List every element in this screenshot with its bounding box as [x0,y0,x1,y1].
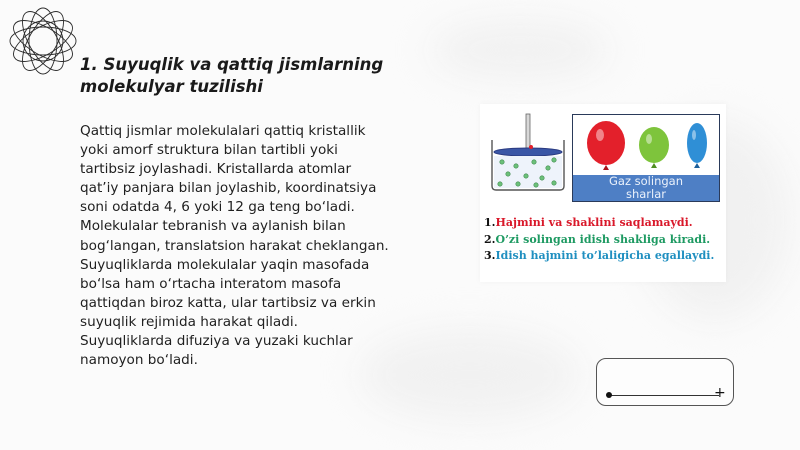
green-balloon [639,127,669,168]
title-line: 1. Suyuqlik va qattiq jismlarning [80,55,384,74]
beaker-with-piston-illustration [486,112,570,194]
property-text: Idish hajmini to’laligicha egallaydi. [495,249,715,262]
property-number: 3. [484,249,496,262]
balloon-caption [573,175,719,201]
gas-properties-list [484,215,724,265]
caption-line: Gaz solingan [609,174,683,188]
background-decor [430,20,610,80]
body-line: bo‘lsa ham o‘rtacha interatom masofa [80,275,342,292]
body-line: bog‘langan, translatsion harakat cheklangan. [80,237,389,254]
body-line: namoyon bo‘ladi. [80,352,198,369]
slide-title [80,54,410,98]
property-text: O’zi solingan idish shakliga kiradi. [495,232,711,246]
progress-handle[interactable] [606,392,612,398]
body-line: soni odatda 4, 6 yoki 12 ga teng bo‘ladi. [80,199,355,216]
property-item [484,248,724,265]
title-line: molekulyar tuzilishi [80,77,263,96]
progress-track[interactable] [609,395,719,396]
body-line: yoki amorf struktura bilan tartibli yoki [80,142,338,159]
media-progress-control[interactable] [596,358,734,406]
caption-line: sharlar [625,187,667,201]
red-balloon [587,121,625,170]
body-line: Suyuqliklarda difuziya va yuzaki kuchlar [80,333,353,350]
property-number: 1. [484,216,496,229]
body-line: Qattiq jismlar molekulalari qattiq kristallik [80,123,366,139]
body-line: tartibsiz joylashadi. Kristallarda atomlar [80,161,352,178]
body-line: Molekulalar tebranish va aylanish bilan [80,218,346,235]
body-line: qattiqdan biroz katta, ular tartibsiz va erkin [80,294,376,311]
property-text: Hajmini va shaklini saqlamaydi. [495,216,693,229]
balloons-illustration [572,114,720,202]
blue-balloon [687,123,707,168]
plus-icon[interactable]: + [714,385,726,401]
property-item [484,215,724,232]
decorative-circle-logo [6,4,80,78]
body-line: Suyuqliklarda molekulalar yaqin masofada [80,256,370,273]
property-number: 2. [484,232,496,246]
property-item [484,232,724,249]
body-line: suyuqlik rejimida harakat qiladi. [80,313,298,330]
body-paragraph [80,122,425,370]
gas-properties-figure [480,104,726,282]
body-line: qat’iy panjara bilan joylashib, koordinatsiya [80,180,377,197]
